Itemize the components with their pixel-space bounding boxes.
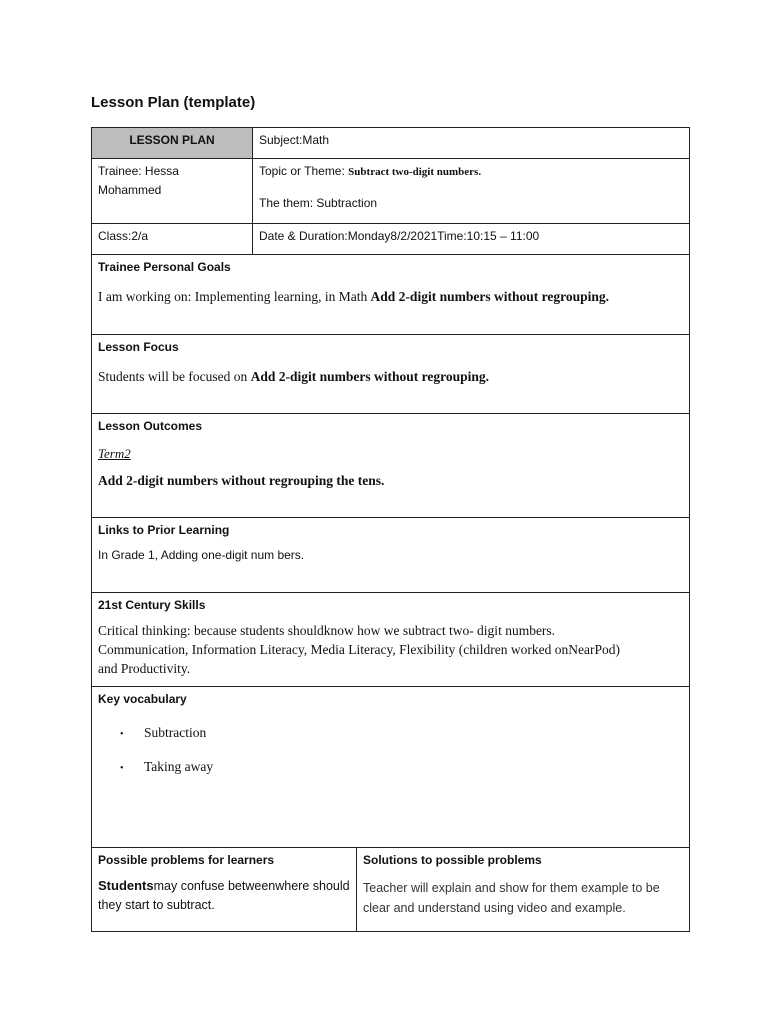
- lesson-plan-label: LESSON PLAN: [92, 128, 253, 159]
- vocabulary-item: • Taking away: [120, 751, 683, 785]
- outcomes-heading: Lesson Outcomes: [98, 419, 203, 433]
- personal-goals-text: I am working on: Implementing learning, in Math: [98, 289, 368, 304]
- problems-text-rest: may confuse betweenwhere should they start to subtract.: [98, 879, 350, 912]
- lesson-focus-row: [92, 335, 690, 414]
- personal-goals-row: [92, 255, 690, 335]
- skills-text: [98, 621, 683, 678]
- skills-line-1: Critical thinking: because students shouldknow how we subtract two- digit numbers.: [98, 623, 556, 638]
- personal-goals-text-bold: Add 2-digit numbers without regrouping.: [370, 289, 609, 304]
- outcomes-row: [92, 414, 690, 518]
- subject-cell: Subject:Math: [253, 128, 690, 159]
- document-title: Lesson Plan (template): [91, 94, 256, 111]
- header-row: [92, 128, 690, 159]
- prior-learning-heading: Links to Prior Learning: [98, 523, 230, 537]
- class-row: [92, 224, 690, 255]
- vocabulary-item: • Subtraction: [120, 717, 683, 751]
- trainee-name: Mohammed: [98, 183, 162, 197]
- lesson-focus-text-bold: Add 2-digit numbers without regrouping.: [250, 369, 489, 384]
- solutions-heading: Solutions to possible problems: [363, 853, 542, 867]
- lesson-focus-cell: [92, 335, 690, 414]
- personal-goals-heading: Trainee Personal Goals: [98, 260, 231, 274]
- trainee-cell: [92, 159, 253, 224]
- lesson-focus-heading: Lesson Focus: [98, 340, 179, 354]
- solutions-text: Teacher will explain and show for them example to be clear and understand using video and example.: [363, 881, 660, 915]
- skills-heading: 21st Century Skills: [98, 598, 206, 612]
- vocabulary-cell: [92, 687, 690, 848]
- problems-cell: [92, 848, 357, 932]
- bullet-icon: •: [120, 729, 124, 740]
- lesson-focus-text: Students will be focused on: [98, 369, 248, 384]
- vocabulary-list: [98, 717, 683, 785]
- topic-value: Subtract two-digit numbers.: [348, 166, 482, 178]
- lesson-plan-table: [91, 127, 690, 932]
- skills-cell: [92, 593, 690, 687]
- problems-heading: Possible problems for learners: [98, 853, 275, 867]
- problems-text: [98, 876, 350, 915]
- trainee-label: Trainee: Hessa: [98, 164, 179, 178]
- solutions-cell: [357, 848, 690, 932]
- bullet-icon: •: [120, 763, 124, 774]
- class-cell: Class:2/a: [92, 224, 253, 255]
- outcomes-text: Add 2-digit numbers without regrouping the tens.: [98, 473, 385, 488]
- vocabulary-heading: Key vocabulary: [98, 692, 187, 706]
- skills-line-3: and Productivity.: [98, 661, 191, 676]
- prior-learning-row: [92, 518, 690, 593]
- personal-goals-cell: [92, 255, 690, 335]
- problems-row: [92, 848, 690, 932]
- topic-cell: [253, 159, 690, 224]
- prior-learning-text: In Grade 1, Adding one-digit num bers.: [98, 548, 305, 562]
- trainee-row: [92, 159, 690, 224]
- theme-text: The them: Subtraction: [259, 196, 378, 210]
- outcomes-cell: [92, 414, 690, 518]
- problems-text-bold: Students: [98, 878, 154, 893]
- outcomes-term: Term2: [98, 446, 131, 461]
- date-duration-cell: Date & Duration:Monday8/2/2021Time:10:15 – 11:00: [253, 224, 690, 255]
- vocabulary-row: [92, 687, 690, 848]
- skills-row: [92, 593, 690, 687]
- prior-learning-cell: [92, 518, 690, 593]
- skills-line-2: Communication, Information Literacy, Media Literacy, Flexibility (children worked onNearPod): [98, 642, 620, 657]
- topic-label: Topic or Theme:: [259, 164, 345, 178]
